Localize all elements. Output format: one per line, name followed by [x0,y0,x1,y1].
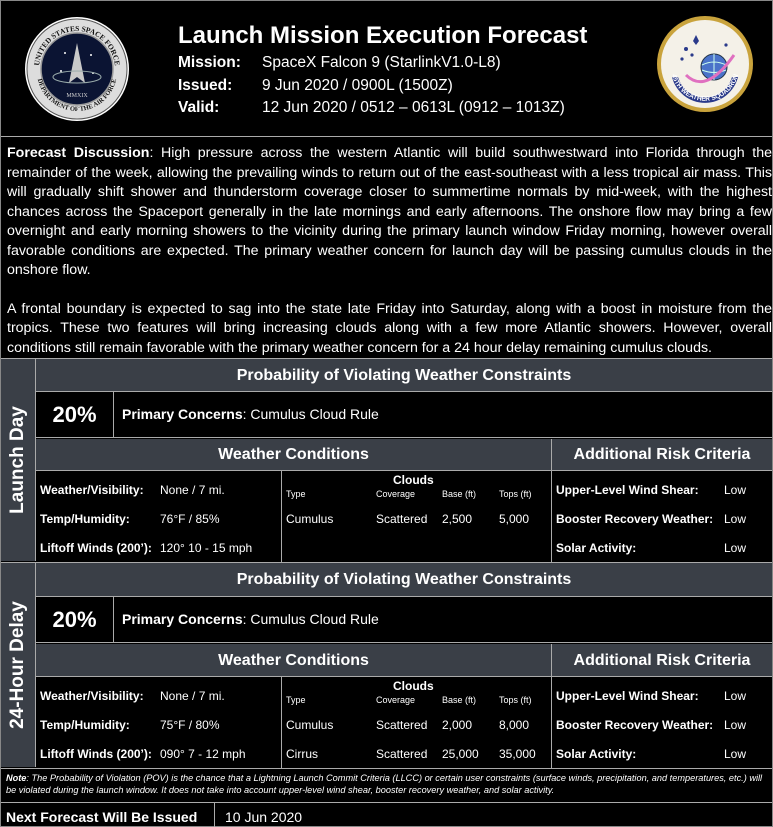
liftoff-winds-value: 090° 7 - 12 mph [160,747,246,761]
forecast-discussion [7,144,772,358]
next-forecast-label: Next Forecast Will Be Issued [6,809,198,825]
divider [281,677,282,768]
valid-value: 12 Jun 2020 / 0512 – 0613L (0912 – 1013Z) [262,99,565,116]
wx-vis-label: Weather/Visibility: [40,689,144,703]
delay-label: 24-Hour Delay [7,601,28,729]
liftoff-winds-label: Liftoff Winds (200’): [40,541,152,555]
upper-wind-value: Low [724,483,747,497]
page-title: Launch Mission Execution Forecast [178,22,588,49]
delay-section [1,562,772,767]
delay-conditions [36,677,772,768]
valid-row [178,99,565,117]
temp-hum-value: 76°F / 85% [160,512,220,526]
solar-value: Low [724,747,747,761]
solar-label: Solar Activity: [556,541,637,555]
cloud-type: Cumulus [286,512,334,526]
divider [214,803,215,827]
pov-title-bar: Probability of Violating Weather Constraints [36,563,772,597]
booster-value: Low [724,718,747,732]
primary-concerns-label: Primary Concerns [122,406,243,422]
clouds-header: Clouds [393,473,434,487]
primary-concerns-value: : Cumulus Cloud Rule [242,406,379,422]
weather-conditions-bar: Weather Conditions [36,439,551,471]
temp-hum-value: 75°F / 80% [160,718,220,732]
cloud-base: 25,000 [442,747,479,761]
cloud-type: Cirrus [286,747,318,761]
svg-text:MMXIX: MMXIX [66,93,88,99]
next-forecast-footer [1,802,772,827]
discussion-paragraph-1 [7,144,772,281]
issued-row [178,77,453,95]
issued-value: 9 Jun 2020 / 0900L (1500Z) [262,77,453,94]
temp-hum-label: Temp/Humidity: [40,512,130,526]
launch-day-label: Launch Day [7,406,28,514]
mission-row [178,54,501,72]
primary-concerns [122,597,379,642]
booster-value: Low [724,512,747,526]
temp-hum-label: Temp/Humidity: [40,718,130,732]
cloud-type: Cumulus [286,718,334,732]
solar-value: Low [724,541,747,555]
valid-label: Valid: [178,99,220,116]
primary-concerns [122,392,379,437]
wx-vis-label: Weather/Visibility: [40,483,144,497]
pov-note [1,768,772,801]
liftoff-winds-value: 120° 10 - 15 mph [160,541,253,555]
cloud-coverage: Scattered [376,747,428,761]
booster-label: Booster Recovery Weather: [556,512,714,526]
weather-squadron-logo [656,15,754,113]
cloud-tops: 8,000 [499,718,530,732]
discussion-label: Forecast Discussion [7,145,150,161]
clouds-col-type: Type [286,695,306,705]
note-label: Note [6,773,27,783]
booster-label: Booster Recovery Weather: [556,718,714,732]
clouds-col-tops: Tops (ft) [499,695,532,705]
liftoff-winds-label: Liftoff Winds (200’): [40,747,152,761]
next-forecast-value: 10 Jun 2020 [225,809,303,825]
wx-vis-value: None / 7 mi. [160,689,225,703]
additional-risk-bar: Additional Risk Criteria [552,644,772,677]
mission-label: Mission: [178,54,241,71]
pov-row [36,597,772,643]
cloud-tops: 5,000 [499,512,530,526]
clouds-header: Clouds [393,679,434,693]
note-text: : The Probability of Violation (POV) is the chance that a Lightning Launch Commit Criteria (LLCC) or certain user constraints (surface winds, precipitation, and temperatures, etc.) will be violated during the launch window. It does not take into account upper-level wind shear, booster recovery weather, and solar activity. [6,773,763,795]
discussion-text-1: : High pressure across the western Atlantic will build southwestward into Florida through the remainder of the week, allowing the prevailing winds to return out of the east-southeast with a less tropical air mass. This will gradually shift shower and thunderstorm coverage closer to summertime normals by mid-week, with the highest chances across the Spaceport generally in the late mornings and early afternoons. The onshore flow may bring a few overnight and early morning showers to the vicinity during the primary launch window Friday morning, however overall favorable conditions are expected. The primary weather concern for launch day will be passing cumulus clouds in the onshore flow. [7,145,772,278]
pov-title-bar: Probability of Violating Weather Constraints [36,359,772,392]
cloud-coverage: Scattered [376,718,428,732]
clouds-col-type: Type [286,489,306,499]
solar-label: Solar Activity: [556,747,637,761]
wx-vis-value: None / 7 mi. [160,483,225,497]
additional-risk-bar: Additional Risk Criteria [552,439,772,471]
svg-text:UNITED STATES SPACE FORCE: UNITED STATES SPACE FORCE [32,23,122,67]
launch-day-conditions [36,471,772,562]
cloud-tops: 35,000 [499,747,536,761]
clouds-col-base: Base (ft) [442,489,477,499]
divider [281,471,282,562]
clouds-col-tops: Tops (ft) [499,489,532,499]
primary-concerns-value: : Cumulus Cloud Rule [242,611,379,627]
cloud-coverage: Scattered [376,512,428,526]
pov-value: 20% [36,392,114,437]
discussion-paragraph-2: A frontal boundary is expected to sag into the state late Friday into Saturday, along with a boost in moisture from the tropics. These two features will bring increasing clouds along with a few more Atlantic showers. However, overall conditions still remain favorable with the primary weather concern for a 24 hour delay remaining cumulus clouds. [7,300,772,356]
weather-conditions-bar: Weather Conditions [36,644,551,677]
launch-day-side-label [1,359,36,561]
delay-side-label [1,563,36,767]
clouds-col-base: Base (ft) [442,695,477,705]
upper-wind-label: Upper-Level Wind Shear: [556,483,699,497]
clouds-col-coverage: Coverage [376,695,416,705]
cloud-base: 2,500 [442,512,473,526]
cloud-base: 2,000 [442,718,473,732]
clouds-col-coverage: Coverage [376,489,416,499]
upper-wind-value: Low [724,689,747,703]
header [1,1,772,137]
primary-concerns-label: Primary Concerns [122,611,243,627]
pov-row [36,392,772,438]
mission-value: SpaceX Falcon 9 (StarlinkV1.0-L8) [262,54,501,71]
svg-text:45TH WEATHER SQUADRON: 45TH WEATHER SQUADRON [670,73,741,103]
upper-wind-label: Upper-Level Wind Shear: [556,689,699,703]
svg-text:DEPARTMENT OF THE AIR FORCE: DEPARTMENT OF THE AIR FORCE [35,77,119,114]
space-force-seal-logo [23,15,131,123]
pov-value: 20% [36,597,114,642]
issued-label: Issued: [178,77,233,94]
launch-day-section [1,358,772,561]
